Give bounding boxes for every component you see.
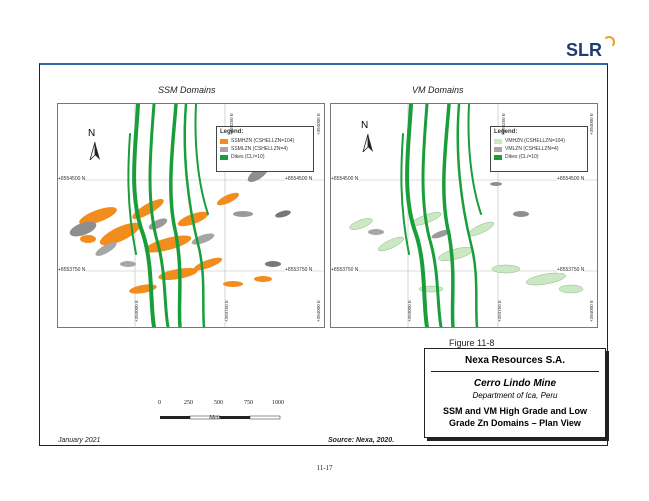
legend-item xyxy=(220,138,313,144)
title-divider xyxy=(431,371,599,372)
northing-label: +8554500 N xyxy=(285,176,313,182)
legend-item xyxy=(494,146,587,152)
scale-tick: 250 xyxy=(184,400,193,406)
legend-title: Legend: xyxy=(494,129,518,135)
easting-label: +394000 E xyxy=(589,113,594,135)
northing-label: +8554500 N xyxy=(58,176,86,182)
figure-description: SSM and VM High Grade and Low Grade Zn Domains – Plan View xyxy=(442,406,587,428)
legend-item xyxy=(220,146,313,152)
northing-label: +8553750 N xyxy=(58,267,86,273)
easting-label: +393250 E xyxy=(229,113,234,135)
north-arrow-icon xyxy=(361,134,375,152)
slr-logo: SLR xyxy=(566,40,602,60)
footer-date: January 2021 xyxy=(58,437,101,444)
scale-bar xyxy=(160,408,283,412)
northing-label: +8553750 N xyxy=(557,267,585,273)
legend-label: SSMHZN (CSHELLZN=104) xyxy=(231,138,295,144)
legend-swatch xyxy=(494,139,502,144)
legend-item xyxy=(494,154,587,160)
scale-tick: 1000 xyxy=(272,400,284,406)
scale-unit: Metres xyxy=(209,415,226,421)
northing-label: +8553750 N xyxy=(331,267,359,273)
legend-swatch xyxy=(220,155,228,160)
map-title-vm: VM Domains xyxy=(412,85,464,95)
map-title-ssm: SSM Domains xyxy=(158,85,216,95)
location: Department of Ica, Peru xyxy=(472,391,558,400)
legend-swatch xyxy=(220,147,228,152)
easting-label: +393750 E xyxy=(224,300,229,322)
northing-label: +8554500 N xyxy=(557,176,585,182)
logo-arc-icon xyxy=(603,36,615,48)
legend-label: SSMLZN (CSHELLZN=4) xyxy=(231,146,288,152)
northing-label: +8553750 N xyxy=(285,267,313,273)
north-arrow-icon xyxy=(88,142,102,160)
easting-label: +394000 E xyxy=(316,300,321,322)
north-label-vm: N xyxy=(361,120,369,131)
legend-label: Dikes (CL/=10) xyxy=(231,154,265,160)
scale-tick: 500 xyxy=(214,400,223,406)
legend-label: VMHZN (CSHELLZN=104) xyxy=(505,138,565,144)
easting-label: +394000 E xyxy=(589,300,594,322)
figure-number: Figure 11-8 xyxy=(449,338,495,348)
legend-item xyxy=(220,154,313,160)
legend-swatch xyxy=(220,139,228,144)
legend-title: Legend: xyxy=(220,129,244,135)
page-number: 11-17 xyxy=(316,464,333,472)
legend-item xyxy=(494,138,587,144)
legend-swatch xyxy=(494,147,502,152)
scale-tick: 750 xyxy=(244,400,253,406)
northing-label: +8554500 N xyxy=(331,176,359,182)
easting-label: +393250 E xyxy=(501,113,506,135)
footer-source: Source: Nexa, 2020. xyxy=(328,437,395,444)
ssm-hz-domains xyxy=(77,190,272,295)
title-block xyxy=(424,348,606,438)
legend-label: VMLZN (CSHELLZN=4) xyxy=(505,146,559,152)
easting-label: +394000 E xyxy=(316,113,321,135)
mine-name: Cerro Lindo Mine xyxy=(473,378,557,389)
legend-swatch xyxy=(494,155,502,160)
easting-label: +393000 E xyxy=(134,300,139,322)
easting-label: +393750 E xyxy=(497,300,502,322)
vm-dikes xyxy=(401,104,481,327)
legend-label: Dikes (CL/=10) xyxy=(505,154,539,160)
easting-label: +393000 E xyxy=(407,300,412,322)
scale-tick: 0 xyxy=(158,400,161,406)
company-name: Nexa Resources S.A. xyxy=(464,355,566,366)
north-label-ssm: N xyxy=(88,128,96,139)
